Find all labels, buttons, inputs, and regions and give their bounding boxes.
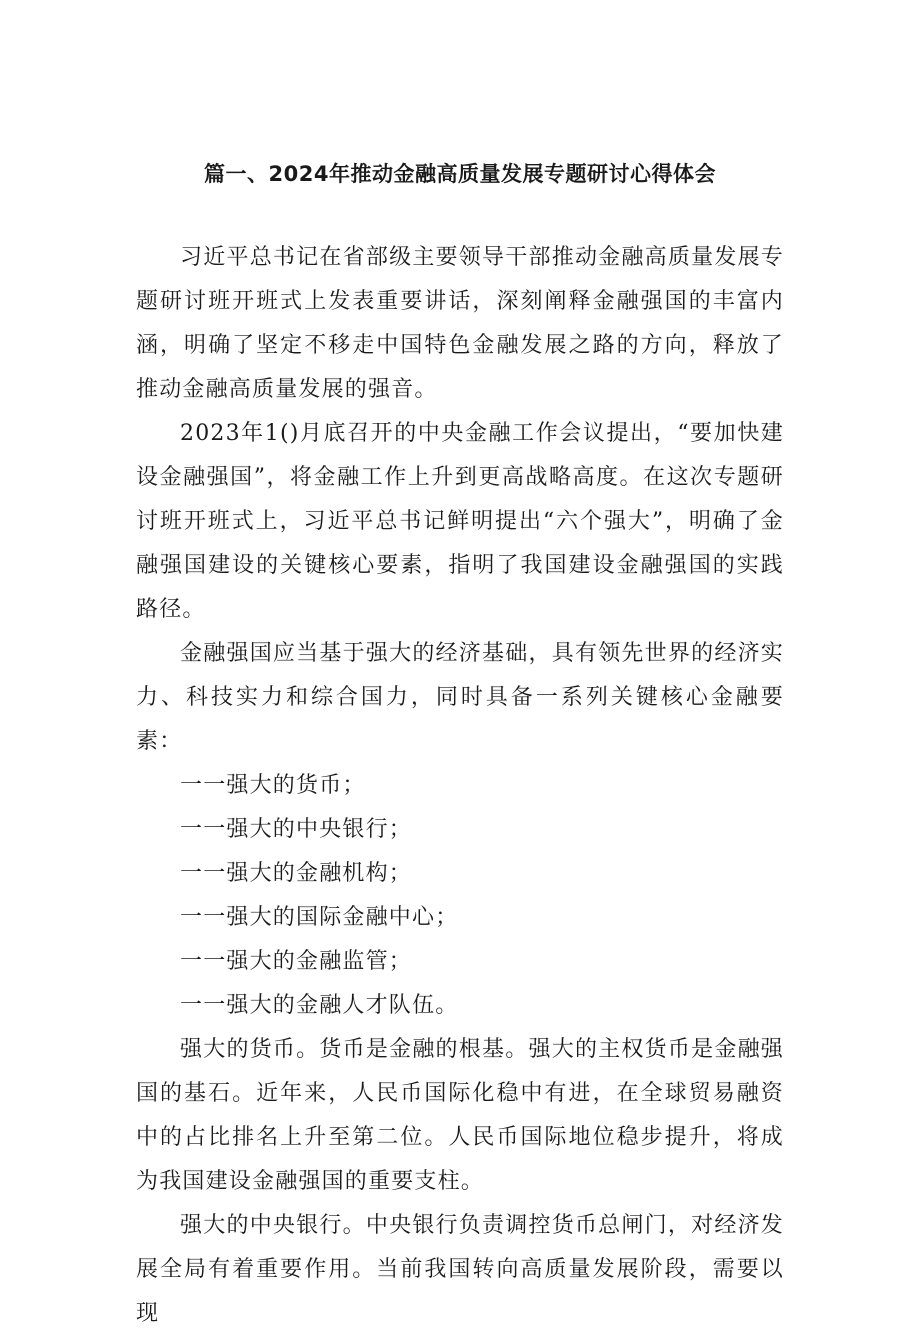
list-item-talent: 一一强大的金融人才队伍。 — [180, 993, 459, 1018]
list-item-institutions: 一一强大的金融机构； — [180, 861, 413, 886]
paragraph-elements-intro: 金融强国应当基于强大的经济基础，具有领先世界的经济实力、科技实力和综合国力，同时具备一系列关键核心金融要素： — [136, 641, 784, 754]
paragraph-intro: 习近平总书记在省部级主要领导干部推动金融高质量发展专题研讨班开班式上发表重要讲话，深刻阐释金融强国的丰富内涵，明确了坚定不移走中国特色金融发展之路的方向，释放了推动金融高质量发展的强音。 — [136, 245, 784, 402]
document-title: 篇一、2024年推动金融高质量发展专题研讨心得体会 — [204, 162, 716, 186]
list-item-currency: 一一强大的货币； — [180, 773, 366, 798]
list-item-central-bank: 一一强大的中央银行； — [180, 817, 413, 842]
list-item-financial-center: 一一强大的国际金融中心； — [180, 905, 459, 930]
paragraph-central-bank: 强大的中央银行。中央银行负责调控货币总闸门，对经济发展全局有着重要作用。当前我国转向高质量发展阶段，需要以现 — [136, 1213, 784, 1326]
list-item-supervision: 一一强大的金融监管； — [180, 949, 413, 974]
paragraph-conference: 2023年1()月底召开的中央金融工作会议提出，“要加快建设金融强国”，将金融工作上升到更高战略高度。在这次专题研讨班开班式上，习近平总书记鲜明提出“六个强大”，明确了金融强国建设的关键核心要素，指明了我国建设金融强国的实践路径。 — [136, 421, 784, 622]
paragraph-currency: 强大的货币。货币是金融的根基。强大的主权货币是金融强国的基石。近年来，人民币国际化稳中有进，在全球贸易融资中的占比排名上升至第二位。人民币国际地位稳步提升，将成为我国建设金融强国的重要支柱。 — [136, 1037, 784, 1194]
document-body — [136, 236, 784, 1336]
